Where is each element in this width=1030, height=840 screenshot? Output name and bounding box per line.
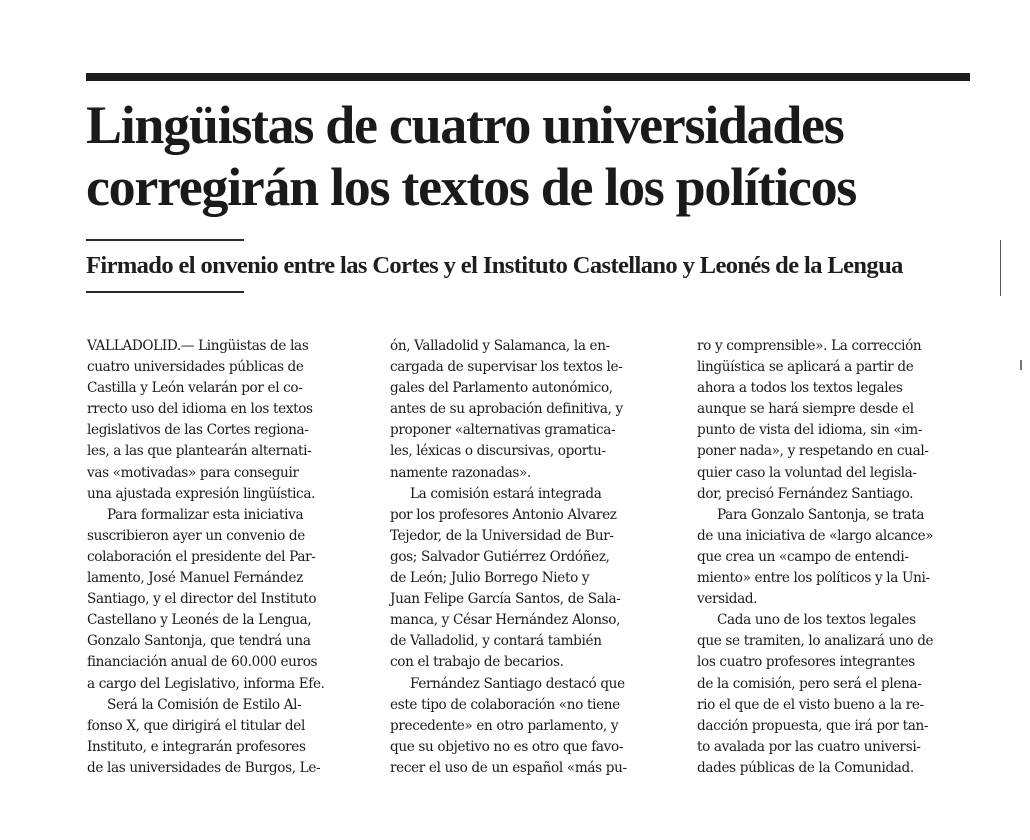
text-line: Será la Comisión de Estilo Al- <box>107 696 302 713</box>
text-line: de Valladolid, y contará también <box>390 633 602 650</box>
text-line: vas «motivadas» para conseguir <box>87 464 299 481</box>
text-line: gales del Parlamento autonómico, <box>390 380 613 397</box>
subheadline: Firmado el onvenio entre las Cortes y el Instituto Castellano y Leonés de la Lengua <box>86 252 903 279</box>
margin-mark <box>1020 360 1022 370</box>
text-line: que su objetivo no es otro que favo- <box>390 738 624 755</box>
text-line: Para Gonzalo Santonja, se trata <box>717 506 925 523</box>
margin-mark <box>1000 240 1001 296</box>
text-line: rrecto uso del idioma en los textos <box>87 401 313 418</box>
text-line: una ajustada expresión lingüística. <box>87 485 316 502</box>
headline-line: Lingüistas de cuatro universidades <box>86 95 844 155</box>
text-line: to avalada por las cuatro universi- <box>697 738 921 755</box>
headline <box>86 94 986 218</box>
text-line: versidad. <box>697 591 758 608</box>
text-line: cargada de supervisar los textos le- <box>390 359 623 376</box>
text-line: lamento, José Manuel Fernández <box>87 570 303 587</box>
text-line: colaboración el presidente del Par- <box>87 548 316 565</box>
text-line: aunque se hará siempre desde el <box>697 401 914 418</box>
text-line: Tejedor, de la Universidad de Bur- <box>390 527 614 544</box>
top-rule <box>86 73 970 81</box>
text-line: de una iniciativa de «largo alcance» <box>697 527 934 544</box>
subheadline-rule-bottom <box>86 291 244 293</box>
article-column-2 <box>390 336 672 779</box>
text-line: de León; Julio Borrego Nieto y <box>390 570 590 587</box>
text-line: legislativos de las Cortes regiona- <box>87 422 309 439</box>
text-line: ro y comprensible». La corrección <box>697 338 922 354</box>
text-line: quier caso la voluntad del legisla- <box>697 464 917 481</box>
text-line: Castellano y Leonés de la Lengua, <box>87 612 312 629</box>
text-line: poner nada», y respetando en cual- <box>697 443 929 460</box>
text-line: suscribieron ayer un convenio de <box>87 527 305 544</box>
text-line: Gonzalo Santonja, que tendrá una <box>87 633 311 650</box>
text-line: ahora a todos los textos legales <box>697 380 903 397</box>
text-line: Santiago, y el director del Instituto <box>87 591 317 608</box>
article-column-1 <box>87 336 369 779</box>
text-line: Cada uno de los textos legales <box>717 612 916 629</box>
text-line: miento» entre los políticos y la Uni- <box>697 570 930 587</box>
text-line: a cargo del Legislativo, informa Efe. <box>87 675 325 692</box>
text-line: les, a las que plantearán alternati- <box>87 443 312 460</box>
text-line: por los profesores Antonio Alvarez <box>390 506 617 523</box>
text-line: que crea un «campo de entendi- <box>697 548 909 565</box>
text-line: con el trabajo de becarios. <box>390 654 564 671</box>
text-line: VALLADOLID.— Lingüistas de las <box>87 338 309 354</box>
headline-line: corregirán los textos de los políticos <box>86 157 856 217</box>
text-line: de la comisión, pero será el plena- <box>697 675 922 692</box>
text-line: manca, y César Hernández Alonso, <box>390 612 621 629</box>
text-line: este tipo de colaboración «no tiene <box>390 696 620 713</box>
text-line: dades públicas de la Comunidad. <box>697 759 914 776</box>
text-line: Instituto, e integrarán profesores <box>87 738 306 755</box>
text-line: ón, Valladolid y Salamanca, la en- <box>390 338 610 354</box>
text-line: lingüística se aplicará a partir de <box>697 359 914 376</box>
text-line: La comisión estará integrada <box>410 485 602 502</box>
text-line: precedente» en otro parlamento, y <box>390 717 619 734</box>
text-line: Para formalizar esta iniciativa <box>107 506 304 523</box>
text-line: dacción propuesta, que irá por tan- <box>697 717 929 734</box>
text-line: punto de vista del idioma, sin «im- <box>697 422 923 439</box>
text-line: Castilla y León velarán por el co- <box>87 380 303 397</box>
text-line: namente razonadas». <box>390 464 531 481</box>
text-line: antes de su aprobación definitiva, y <box>390 401 623 418</box>
article-column-3 <box>697 336 977 779</box>
text-line: gos; Salvador Gutiérrez Ordóñez, <box>390 548 610 565</box>
text-line: dor, precisó Fernández Santiago. <box>697 485 914 502</box>
text-line: Fernández Santiago destacó que <box>410 675 625 692</box>
text-line: que se tramiten, lo analizará uno de <box>697 633 934 650</box>
text-line: recer el uso de un español «más pu- <box>390 759 627 776</box>
text-line: les, léxicas o discursivas, oportu- <box>390 443 606 460</box>
text-line: Juan Felipe García Santos, de Sala- <box>390 591 621 608</box>
text-line: de las universidades de Burgos, Le- <box>87 759 321 776</box>
text-line: proponer «alternativas gramatica- <box>390 422 616 439</box>
text-line: cuatro universidades públicas de <box>87 359 304 376</box>
text-line: fonso X, que dirigirá el titular del <box>87 717 305 734</box>
text-line: rio el que de el visto bueno a la re- <box>697 696 924 713</box>
subheadline-rule-top <box>86 239 244 241</box>
text-line: financiación anual de 60.000 euros <box>87 654 318 671</box>
text-line: los cuatro profesores integrantes <box>697 654 915 671</box>
